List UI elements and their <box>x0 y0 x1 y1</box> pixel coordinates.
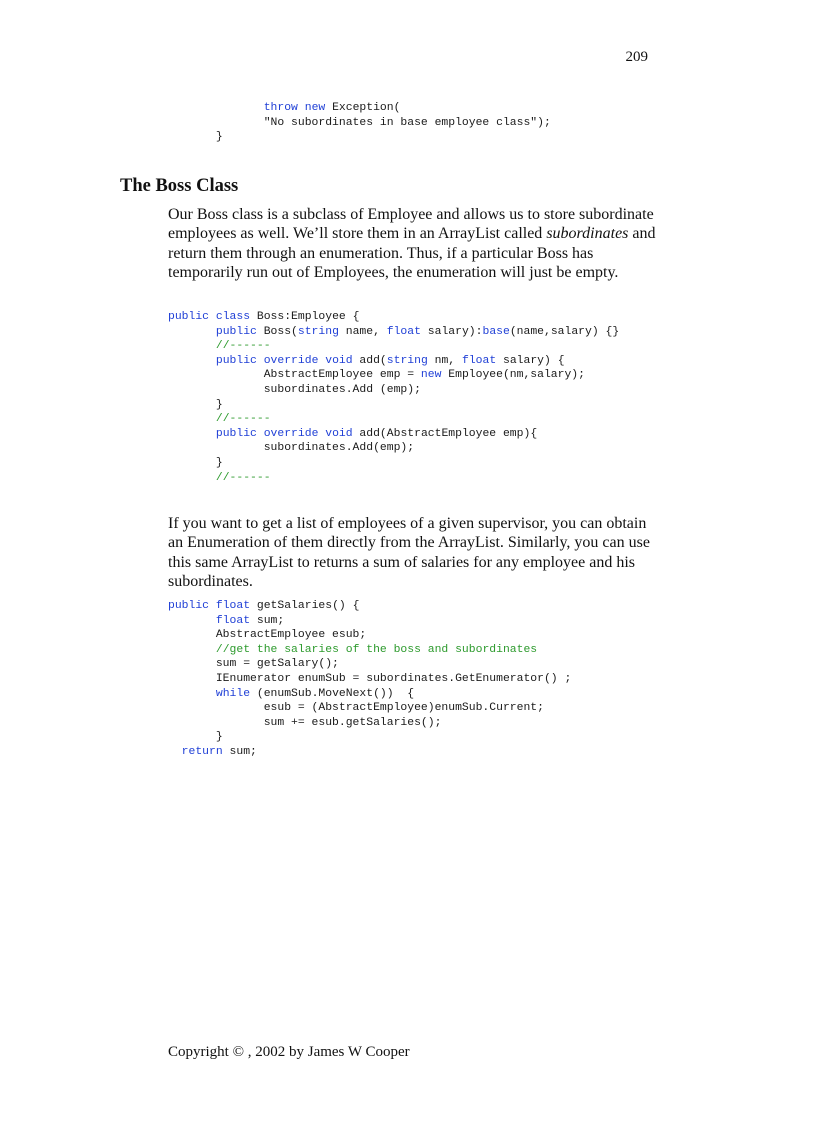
code-block-boss-class <box>168 310 619 485</box>
code-text: Boss:Employee { <box>250 311 360 323</box>
code-line <box>168 310 619 325</box>
code-text <box>168 102 264 114</box>
code-line <box>168 599 571 614</box>
code-comment: //------ <box>215 340 271 353</box>
code-text: add(AbstractEmployee emp){ <box>352 427 538 440</box>
code-line <box>168 101 551 116</box>
code-text <box>168 472 216 484</box>
code-line <box>168 614 571 629</box>
code-text: getSalaries() { <box>250 600 360 612</box>
code-text: } <box>168 456 223 469</box>
code-keyword: class <box>215 311 251 323</box>
code-comment: //------ <box>215 413 271 426</box>
code-line <box>168 628 571 643</box>
code-keyword: string <box>297 325 339 338</box>
code-text <box>168 355 216 367</box>
code-text: Boss( <box>256 325 298 338</box>
code-line <box>168 745 571 760</box>
paragraph-boss-class <box>168 205 660 283</box>
code-text: esub = (AbstractEmployee)enumSub.Current; <box>168 702 544 715</box>
code-line <box>168 398 619 413</box>
code-text: Employee(nm,salary); <box>441 369 585 382</box>
code-text <box>257 428 264 440</box>
code-keyword: float <box>215 614 251 627</box>
code-line <box>168 412 619 427</box>
code-keyword: public <box>215 427 257 440</box>
code-comment: //get the salaries of the boss and subordinates <box>215 643 538 656</box>
code-line <box>168 441 619 456</box>
code-text: (name,salary) {} <box>509 325 620 338</box>
code-block-exception <box>168 101 551 145</box>
code-text: AbstractEmployee emp = <box>168 369 421 382</box>
code-text: sum; <box>222 745 257 758</box>
code-line <box>168 116 551 131</box>
code-text <box>168 413 216 425</box>
code-text: "No subordinates in base employee class"); <box>168 116 551 129</box>
code-line <box>168 354 619 369</box>
code-line <box>168 716 571 731</box>
code-keyword: public <box>215 354 257 367</box>
code-text: salary): <box>420 325 483 338</box>
code-text <box>168 644 216 656</box>
code-text <box>257 355 264 367</box>
code-keyword: void <box>325 427 353 440</box>
code-text <box>168 615 216 627</box>
code-text: sum += esub.getSalaries(); <box>168 716 442 729</box>
code-text <box>168 428 216 440</box>
code-text: sum; <box>250 614 285 627</box>
code-text: name, <box>338 325 387 338</box>
code-keyword: public <box>215 325 257 338</box>
code-line <box>168 657 571 672</box>
italic-term: subordinates <box>546 225 629 243</box>
code-line <box>168 456 619 471</box>
code-keyword: override <box>263 427 319 440</box>
code-text <box>168 746 182 758</box>
code-text: IEnumerator enumSub = subordinates.GetEnumerator() ; <box>168 672 572 685</box>
code-keyword: float <box>461 354 497 367</box>
code-keyword: float <box>215 600 251 612</box>
paragraph-text: Our Boss class is a subclass of Employee and allows us to store subordinate employees as well. We’ll store them in an ArrayList called <box>168 206 654 243</box>
code-line <box>168 339 619 354</box>
code-text: AbstractEmployee esub; <box>168 629 367 642</box>
code-text: nm, <box>427 354 462 367</box>
code-line <box>168 672 571 687</box>
code-text: salary) { <box>496 354 565 367</box>
code-block-get-salaries <box>168 599 571 760</box>
code-line <box>168 730 571 745</box>
code-text: } <box>168 731 223 744</box>
code-text: Exception( <box>325 102 401 114</box>
code-keyword: string <box>386 354 428 367</box>
code-text <box>209 311 216 323</box>
paragraph-salaries: If you want to get a list of employees of a given supervisor, you can obtain an Enumeration of them directly from the ArrayList. Similarly, you can use this same ArrayList to returns a sum of salaries for any employee and his subordinates. <box>168 515 650 591</box>
paragraph-text: and return them through an enumeration. Thus, if a particular Boss has temporarily run out of Employees, the enumeration will just be empty. <box>168 225 656 282</box>
code-keyword: new <box>420 369 442 382</box>
code-text <box>168 340 216 352</box>
code-keyword: public <box>168 311 210 323</box>
code-text: add( <box>352 354 387 367</box>
code-text: (enumSub.MoveNext()) { <box>250 687 415 700</box>
code-line <box>168 368 619 383</box>
code-line <box>168 325 619 340</box>
code-text: sum = getSalary(); <box>168 658 339 671</box>
page-number: 209 <box>625 49 648 65</box>
code-keyword: return <box>181 745 223 758</box>
code-keyword: override <box>263 354 319 367</box>
code-line <box>168 471 619 486</box>
code-keyword: public <box>168 600 210 612</box>
code-keyword: new <box>304 102 326 114</box>
code-text <box>209 600 216 612</box>
section-heading: The Boss Class <box>120 176 239 196</box>
code-text: subordinates.Add (emp); <box>168 383 421 396</box>
code-line <box>168 687 571 702</box>
code-comment: //------ <box>215 471 271 484</box>
code-keyword: float <box>386 325 421 338</box>
code-text <box>298 102 305 114</box>
code-text <box>168 688 216 700</box>
code-line <box>168 701 571 716</box>
code-text: } <box>168 398 223 411</box>
code-line <box>168 643 571 658</box>
code-keyword: void <box>325 354 353 367</box>
code-keyword: throw <box>263 102 298 114</box>
code-keyword: while <box>215 687 251 700</box>
code-text <box>168 326 216 338</box>
code-line <box>168 130 551 145</box>
code-line <box>168 383 619 398</box>
code-keyword: base <box>482 325 510 338</box>
code-text: subordinates.Add(emp); <box>168 442 415 455</box>
code-line <box>168 427 619 442</box>
footer-copyright: Copyright © , 2002 by James W Cooper <box>168 1044 410 1060</box>
code-text: } <box>168 131 223 144</box>
